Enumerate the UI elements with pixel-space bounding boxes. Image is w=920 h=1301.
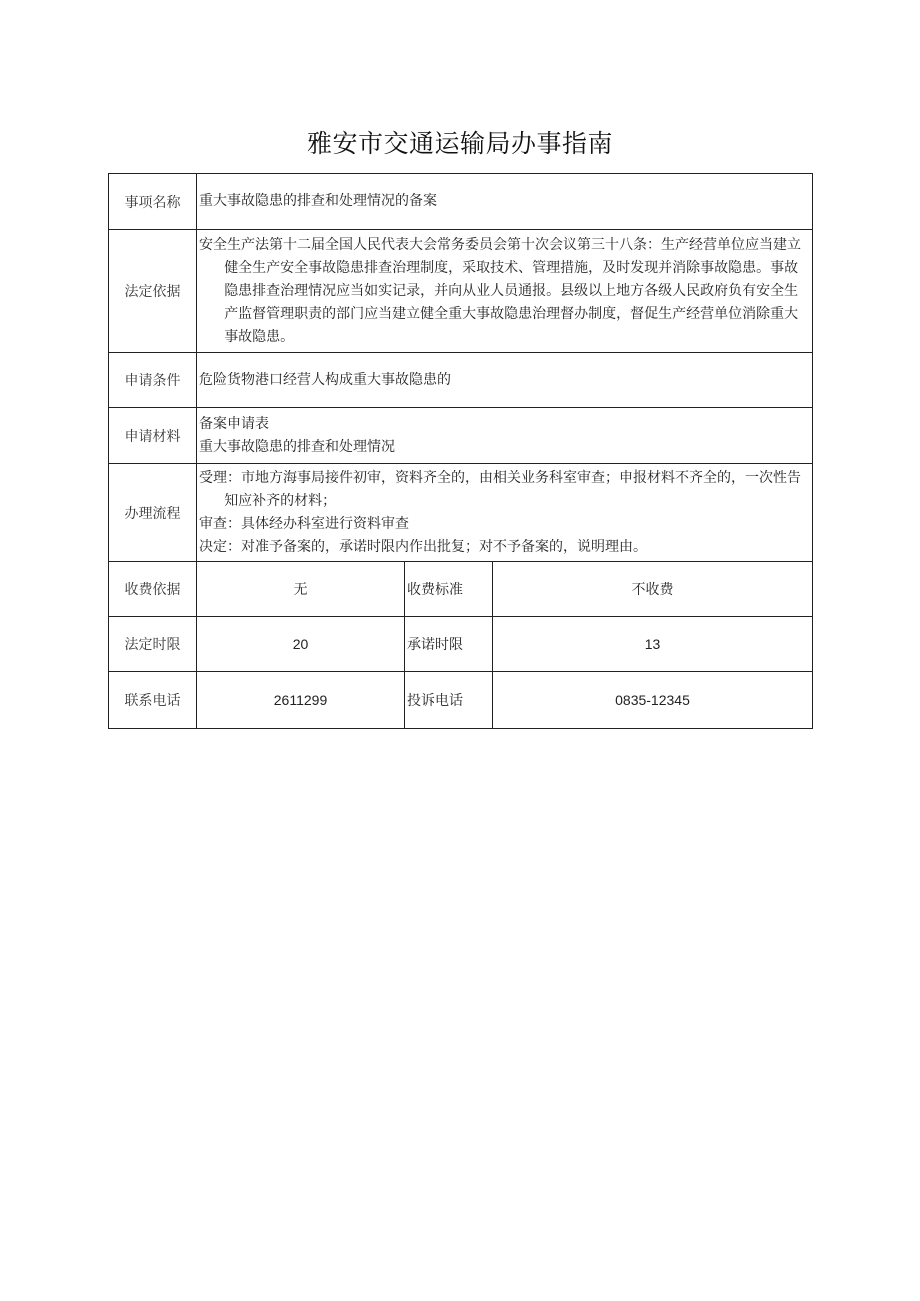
row-time-limit xyxy=(109,617,813,672)
row-process xyxy=(109,464,813,562)
conditions-value: 危险货物港口经营人构成重大事故隐患的 xyxy=(197,353,813,408)
materials-label: 申请材料 xyxy=(109,408,197,464)
item-name-label: 事项名称 xyxy=(109,174,197,230)
page-title: 雅安市交通运输局办事指南 xyxy=(306,129,613,158)
item-name-value: 重大事故隐患的排查和处理情况的备案 xyxy=(197,174,813,230)
contact-phone-label: 联系电话 xyxy=(109,672,197,729)
contact-phone-value: 2611299 xyxy=(197,672,405,729)
row-legal-basis xyxy=(109,230,813,353)
complaint-phone-label: 投诉电话 xyxy=(405,672,493,729)
conditions-label: 申请条件 xyxy=(109,353,197,408)
complaint-phone-value: 0835-12345 xyxy=(493,672,813,729)
legal-time-value: 20 xyxy=(197,617,405,672)
legal-basis-label: 法定依据 xyxy=(109,230,197,353)
legal-basis-value: 安全生产法第十二届全国人民代表大会常务委员会第十次会议第三十八条：生产经营单位应当建立健全生产安全事故隐患排查治理制度，采取技术、管理措施，及时发现并消除事故隐患。事故隐患排查治理情况应当如实记录，并向从业人员通报。县级以上地方各级人民政府负有安全生产监督管理职责的部门应当建立健全重大事故隐患治理督办制度，督促生产经营单位消除重大事故隐患。 xyxy=(199,236,801,345)
fee-basis-label: 收费依据 xyxy=(109,562,197,617)
process-step: 受理：市地方海事局接件初审，资料齐全的，由相关业务科室审查；申报材料不齐全的，一次性告知应补齐的材料； xyxy=(199,469,801,509)
legal-time-label: 法定时限 xyxy=(109,617,197,672)
guide-table xyxy=(108,173,813,729)
row-item-name xyxy=(109,174,813,230)
material-item: 备案申请表 xyxy=(199,415,269,432)
row-contact xyxy=(109,672,813,729)
promised-time-label: 承诺时限 xyxy=(405,617,493,672)
promised-time-value: 13 xyxy=(493,617,813,672)
row-conditions xyxy=(109,353,813,408)
process-step: 决定：对准予备案的，承诺时限内作出批复；对不予备案的，说明理由。 xyxy=(199,538,647,555)
row-fee xyxy=(109,562,813,617)
row-materials xyxy=(109,408,813,464)
fee-basis-value: 无 xyxy=(197,562,405,617)
fee-standard-value: 不收费 xyxy=(493,562,813,617)
fee-standard-label: 收费标准 xyxy=(405,562,493,617)
process-label: 办理流程 xyxy=(109,464,197,562)
process-step: 审查：具体经办科室进行资料审查 xyxy=(199,515,409,532)
material-item: 重大事故隐患的排查和处理情况 xyxy=(199,438,395,455)
